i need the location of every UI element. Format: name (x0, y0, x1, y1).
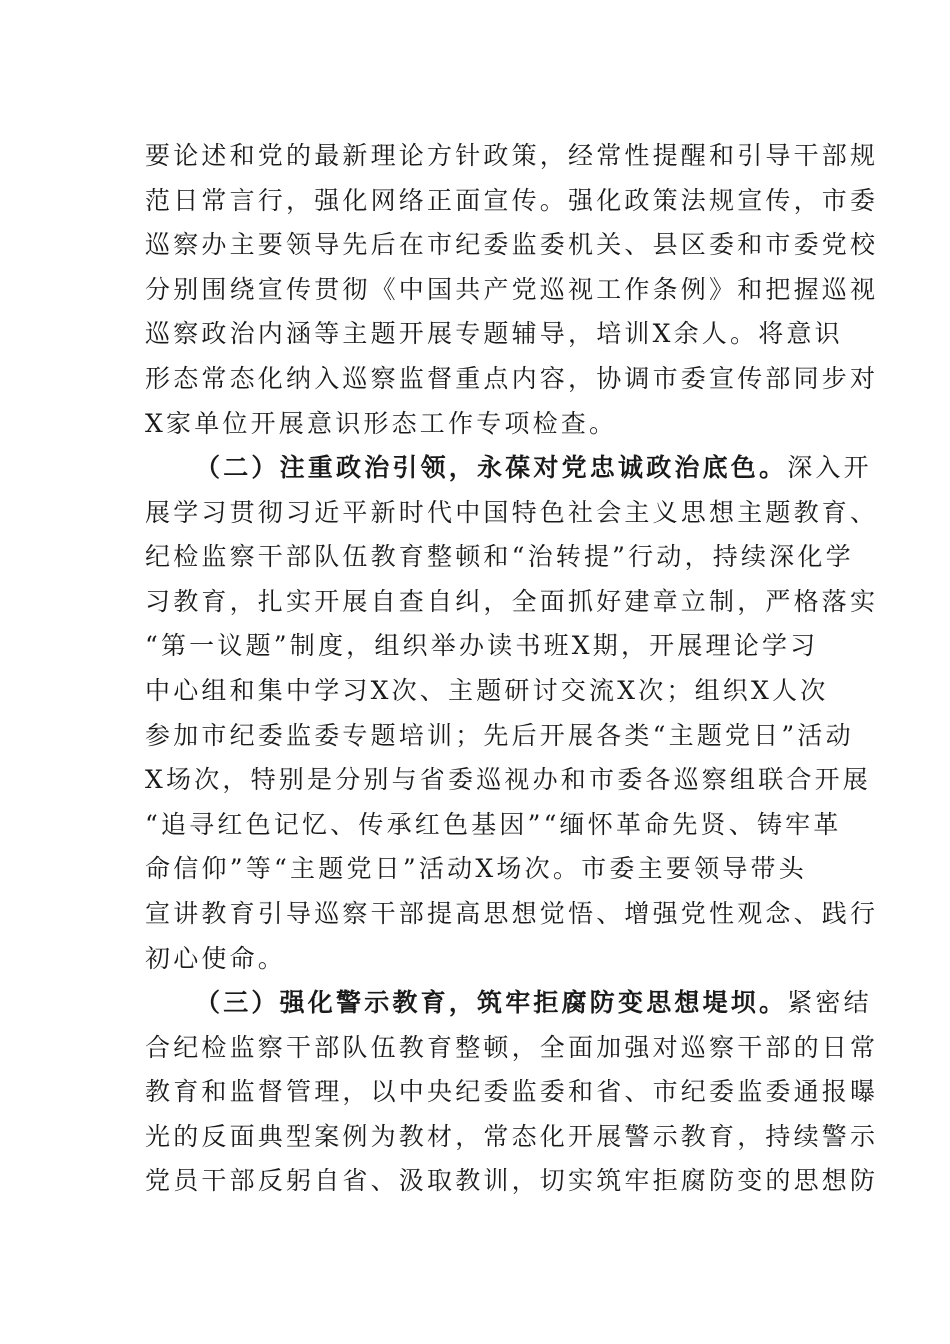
text-line: 命信仰”等“主题党日”活动X场次。市委主要领导带头 (145, 854, 807, 884)
text-line: 形态常态化纳入巡察监督重点内容，协调市委宣传部同步对 (145, 363, 879, 393)
heading-line-rest: 紧密结 (787, 988, 872, 1017)
text-line: 参加市纪委监委专题培训；先后开展各类“主题党日”活动 (145, 720, 854, 750)
paragraph-1 (145, 134, 879, 446)
text-line: 光的反面典型案例为教材，常态化开展警示教育，持续警示 (145, 1121, 879, 1151)
text-line: 巡察办主要领导先后在市纪委监委机关、县区委和市委党校 (145, 230, 879, 260)
text-line: 教育和监督管理，以中央纪委监委和省、市纪委监委通报曝 (145, 1077, 879, 1107)
section-heading: （二）注重政治引领，永葆对党忠诚政治底色。 (195, 453, 788, 482)
text-line: X家单位开展意识形态工作专项检查。 (145, 408, 618, 438)
text-line: “第一议题”制度，组织举办读书班X期，开展理论学习 (145, 631, 819, 661)
text-line: 合纪检监察干部队伍教育整顿，全面加强对巡察干部的日常 (145, 1032, 879, 1062)
text-line: “追寻红色记忆、传承红色基因”“缅怀革命先贤、铸牢革 (145, 809, 842, 839)
section-heading: （三）强化警示教育，筑牢拒腐防变思想堤坝。 (195, 988, 788, 1017)
text-line: 初心使命。 (145, 943, 287, 973)
text-line: 展学习贯彻习近平新时代中国特色社会主义思想主题教育、 (145, 497, 879, 527)
text-line: 党员干部反躬自省、汲取教训，切实筑牢拒腐防变的思想防 (145, 1166, 879, 1196)
text-line: 巡察政治内涵等主题开展专题辅导，培训X余人。将意识 (145, 319, 843, 349)
text-line: 分别围绕宣传贯彻《中国共产党巡视工作条例》和把握巡视 (145, 274, 879, 304)
paragraph-heading-line (145, 981, 872, 1026)
text-line: 纪检监察干部队伍教育整顿和“治转提”行动，持续深化学 (145, 542, 854, 572)
text-line: X场次，特别是分别与省委巡视办和市委各巡察组联合开展 (145, 765, 872, 795)
text-line: 习教育，扎实开展自查自纠，全面抓好建章立制，严格落实 (145, 586, 879, 616)
paragraph-3 (145, 981, 879, 1204)
text-line: 中心组和集中学习X次、主题研讨交流X次；组织X人次 (145, 675, 829, 705)
heading-line-rest: 深入开 (787, 453, 872, 482)
text-line: 宣讲教育引导巡察干部提高思想觉悟、增强党性观念、践行 (145, 898, 879, 928)
text-line: 要论述和党的最新理论方针政策，经常性提醒和引导干部规 (145, 141, 879, 170)
text-line: 范日常言行，强化网络正面宣传。强化政策法规宣传，市委 (145, 185, 879, 215)
paragraph-2 (145, 446, 879, 981)
paragraph-heading-line (145, 446, 872, 491)
